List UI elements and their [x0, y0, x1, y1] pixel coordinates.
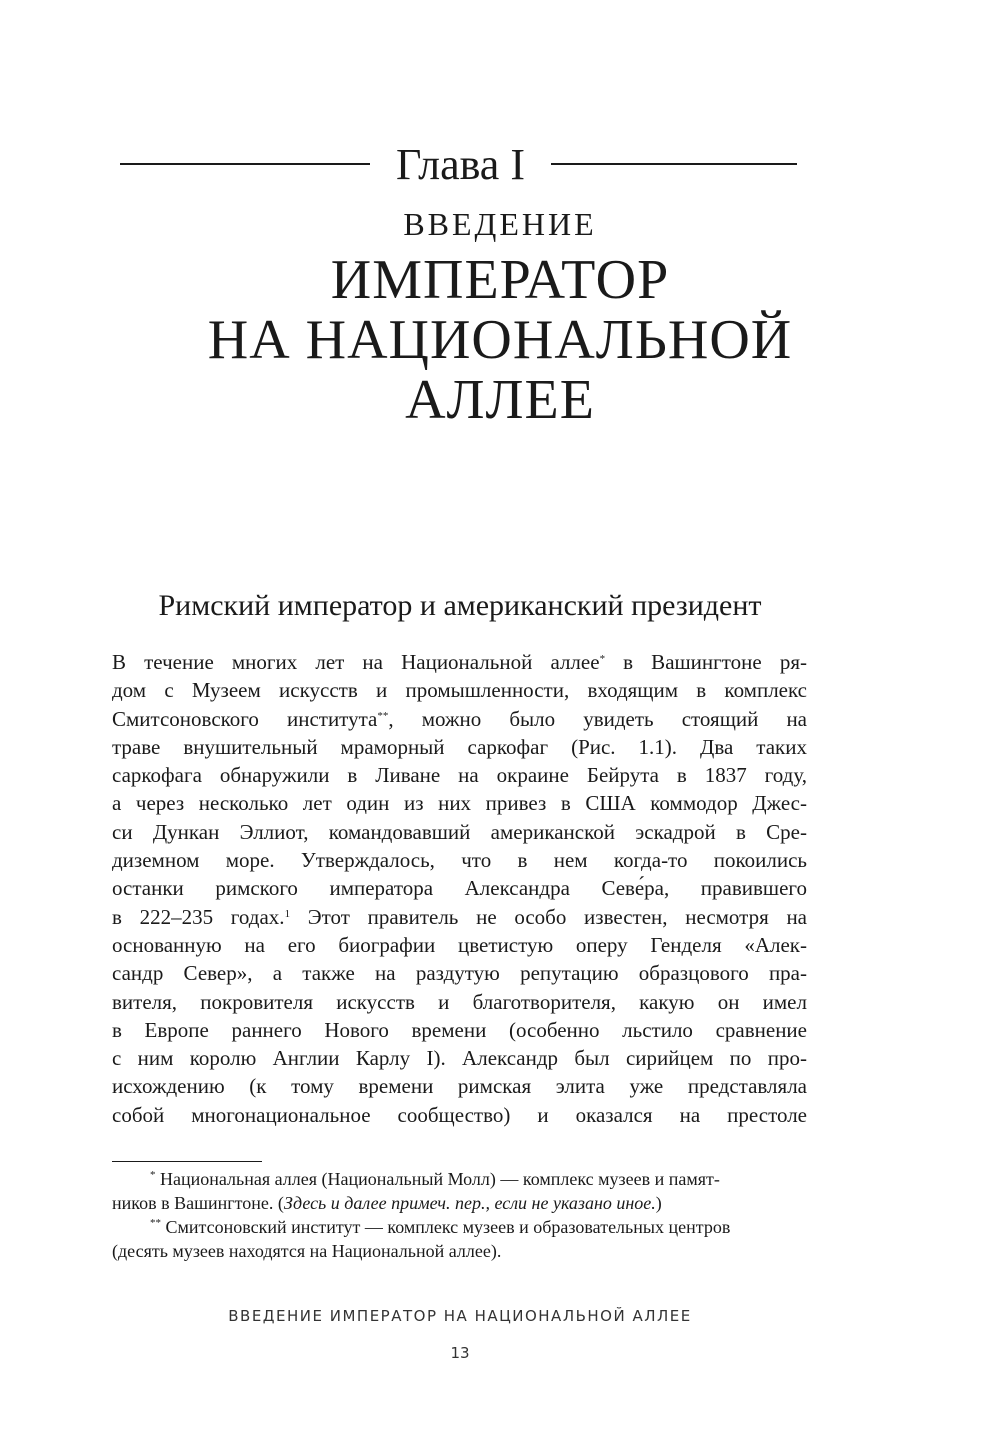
body-line: саркофага обнаружили в Ливане на окраине Бейрута в 1837 году,: [112, 763, 807, 788]
footnote-text: ): [655, 1193, 662, 1213]
body-line: останки римского императора Александра Севе́ра, правившего: [112, 876, 807, 901]
footnotes: [112, 1167, 807, 1263]
footnote-marker: *: [150, 1169, 156, 1181]
body-line: исхождению (к тому времени римская элита уже представляла: [112, 1074, 807, 1099]
body-text-run: в Вашингтоне ря-: [605, 650, 807, 674]
body-line: вителя, покровителя искусств и благотворителя, какую он имел: [112, 989, 807, 1014]
running-footer: ВВЕДЕНИЕ ИМПЕРАТОР НА НАЦИОНАЛЬНОЙ АЛЛЕЕ: [228, 1307, 692, 1325]
body-line: сандр Север», а также на раздутую репутацию образцового пра-: [112, 961, 807, 986]
body-text-run: , можно было увидеть стоящий на: [388, 706, 808, 731]
endnote-marker: 1: [284, 907, 291, 920]
body-line: [112, 705, 807, 733]
footnote-text: ников в Вашингтоне. (: [112, 1193, 284, 1213]
footnote-text: Смитсоновский институт — комплекс музеев и образовательных центров: [161, 1217, 731, 1237]
body-text-run: В течение многих лет на Национальной аллее: [112, 650, 600, 674]
body-line: с ним королю Англии Карлу I). Александр был сирийцем по про-: [112, 1046, 807, 1071]
chapter-rule-left: [120, 163, 370, 165]
body-line: собой многонациональное сообщество) и оказался на престоле: [112, 1102, 807, 1127]
chapter-title-line: ИМПЕРАТОР: [330, 249, 670, 311]
footnote-line: [112, 1167, 807, 1191]
footnote-line: (десять музеев находятся на Национальной аллее).: [112, 1241, 502, 1261]
footnote-marker: **: [150, 1217, 161, 1229]
chapter-title-line: НА НАЦИОНАЛЬНОЙ: [207, 309, 793, 371]
footnote-separator: [112, 1161, 262, 1162]
footnote-line: [112, 1191, 807, 1215]
chapter-title: [0, 250, 1000, 430]
body-line: [112, 648, 807, 676]
footnote-text: Национальная аллея (Национальный Молл) — комплекс музеев и памят-: [155, 1169, 720, 1189]
page-number: 13: [450, 1344, 470, 1362]
chapter-label: Глава I: [396, 140, 525, 189]
body-line: [112, 903, 807, 931]
body-text: [112, 648, 807, 1129]
chapter-title-line: АЛЛЕЕ: [405, 369, 595, 431]
translator-note: Здесь и далее примеч. пер., если не указано иное.: [283, 1193, 656, 1213]
body-line: диземном море. Утверждалось, что в нем когда-то покоились: [112, 848, 807, 873]
section-heading: Римский император и американский президент: [158, 589, 762, 622]
body-line: основанную на его биографии цветистую оперу Генделя «Алек-: [112, 932, 807, 957]
body-text-run: в 222–235 годах.: [112, 904, 285, 929]
footnote-marker: *: [599, 653, 606, 665]
body-line: траве внушительный мраморный саркофаг (Рис. 1.1). Два таких: [112, 734, 807, 759]
intro-label: ВВЕДЕНИЕ: [403, 206, 597, 242]
body-line: в Европе раннего Нового времени (особенно льстило сравнение: [112, 1017, 807, 1042]
footnote-marker: **: [377, 709, 389, 722]
chapter-heading-row: [0, 138, 1000, 192]
body-line: дом с Музеем искусств и промышленности, входящим в комплекс: [112, 678, 807, 703]
chapter-rule-right: [551, 163, 797, 165]
footnote-line: [112, 1215, 807, 1239]
body-text-run: Смитсоновского института: [112, 706, 378, 731]
body-text-run: Этот правитель не особо известен, несмотря на: [290, 904, 807, 929]
body-line: а через несколько лет один из них привез в США коммодор Джес-: [112, 791, 807, 816]
body-line: си Дункан Эллиот, командовавший американской эскадрой в Сре-: [112, 819, 807, 844]
